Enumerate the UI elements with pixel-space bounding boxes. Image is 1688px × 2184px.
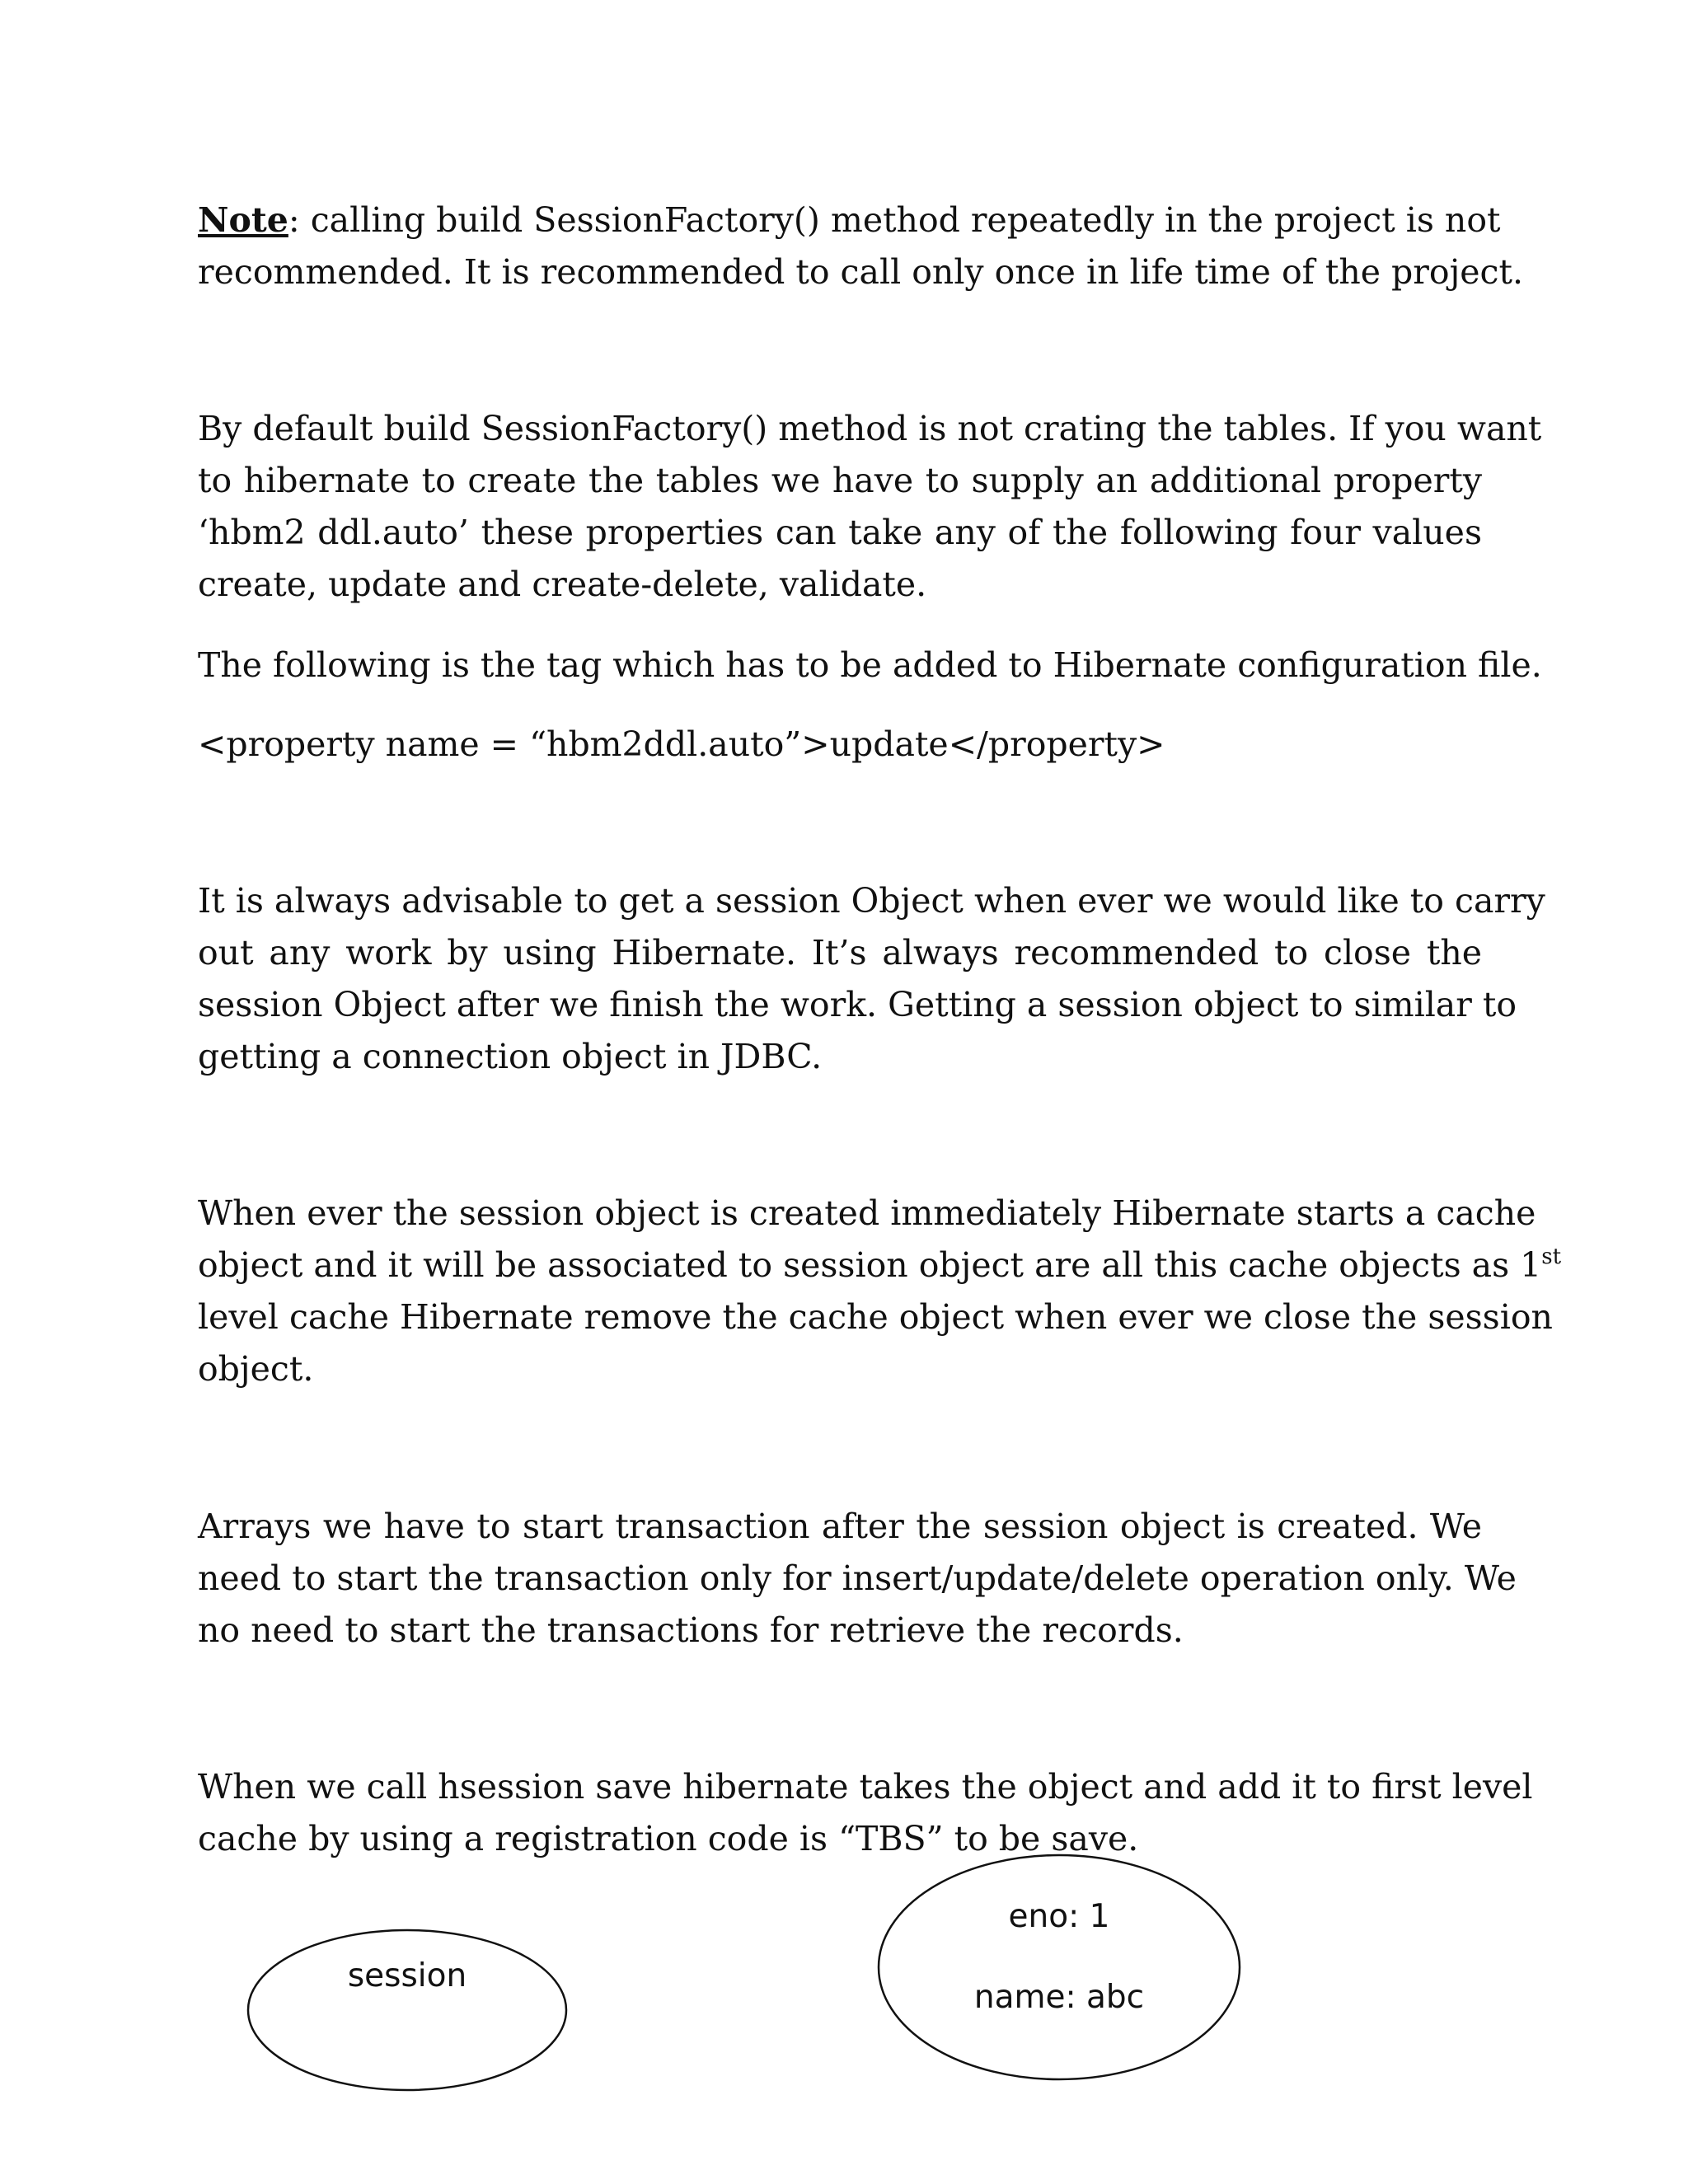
paragraph-session-object [198,875,1545,1083]
text-line: no need to start the transactions for retrieve the records. [198,1610,1184,1650]
text-line: to hibernate to create the tables we have to supply an additional property [198,461,1482,500]
text-line: By default build SessionFactory() method is not crating the tables. If you want [198,409,1542,448]
text-line: cache by using a registration code is “TBS” to be save. [198,1819,1139,1858]
text-line [198,194,1501,246]
object-field-eno: eno: 1 [1008,1898,1110,1935]
ordinal-superscript: st [1541,1244,1562,1269]
paragraph-hsession-save [198,1761,1533,1865]
text-line [198,1240,1562,1291]
paragraph-property-tag [198,719,1482,771]
text-line: When we call hsession save hibernate takes the object and add it to first level [198,1767,1533,1807]
object-ellipse [879,1855,1240,2079]
text-line-content: : calling build SessionFactory() method repeatedly in the project is not [288,200,1501,240]
object-field-name: name: abc [973,1979,1145,2016]
session-ellipse [248,1930,566,2090]
paragraph-first-level-cache [198,1188,1562,1395]
text-line: <property name = “hbm2ddl.auto”>update</property> [198,724,1165,764]
text-line: Arrays we have to start transaction after the session object is created. We [198,1507,1482,1546]
text-line: need to start the transaction only for insert/update/delete operation only. We [198,1558,1517,1598]
paragraph-transaction [198,1501,1517,1657]
text-line: When ever the session object is created immediately Hibernate starts a cache [198,1193,1536,1233]
session-label: session [347,1957,467,1994]
note-label: Note [198,200,288,240]
text-line-content: object and it will be associated to session object are all this cache objects as 1 [198,1245,1542,1285]
paragraph-config-tag-intro [198,640,1542,691]
text-line: out any work by using Hibernate. It’s always recommended to close the [198,933,1482,972]
text-line: The following is the tag which has to be added to Hibernate configuration file. [198,645,1542,685]
text-line: It is always advisable to get a session Object when ever we would like to carry [198,881,1545,921]
text-line: ‘hbm2 ddl.auto’ these properties can take any of the following four values [198,513,1482,552]
text-line: create, update and create-delete, validate. [198,565,927,604]
text-line: level cache Hibernate remove the cache object when ever we close the session [198,1297,1553,1337]
text-line: session Object after we finish the work. Getting a session object to similar to [198,985,1517,1024]
text-line: recommended. It is recommended to call only once in life time of the project. [198,252,1524,292]
paragraph-note [198,194,1524,298]
text-line: getting a connection object in JDBC. [198,1037,823,1076]
text-line: object. [198,1349,314,1389]
paragraph-hbm2ddl [198,403,1542,611]
